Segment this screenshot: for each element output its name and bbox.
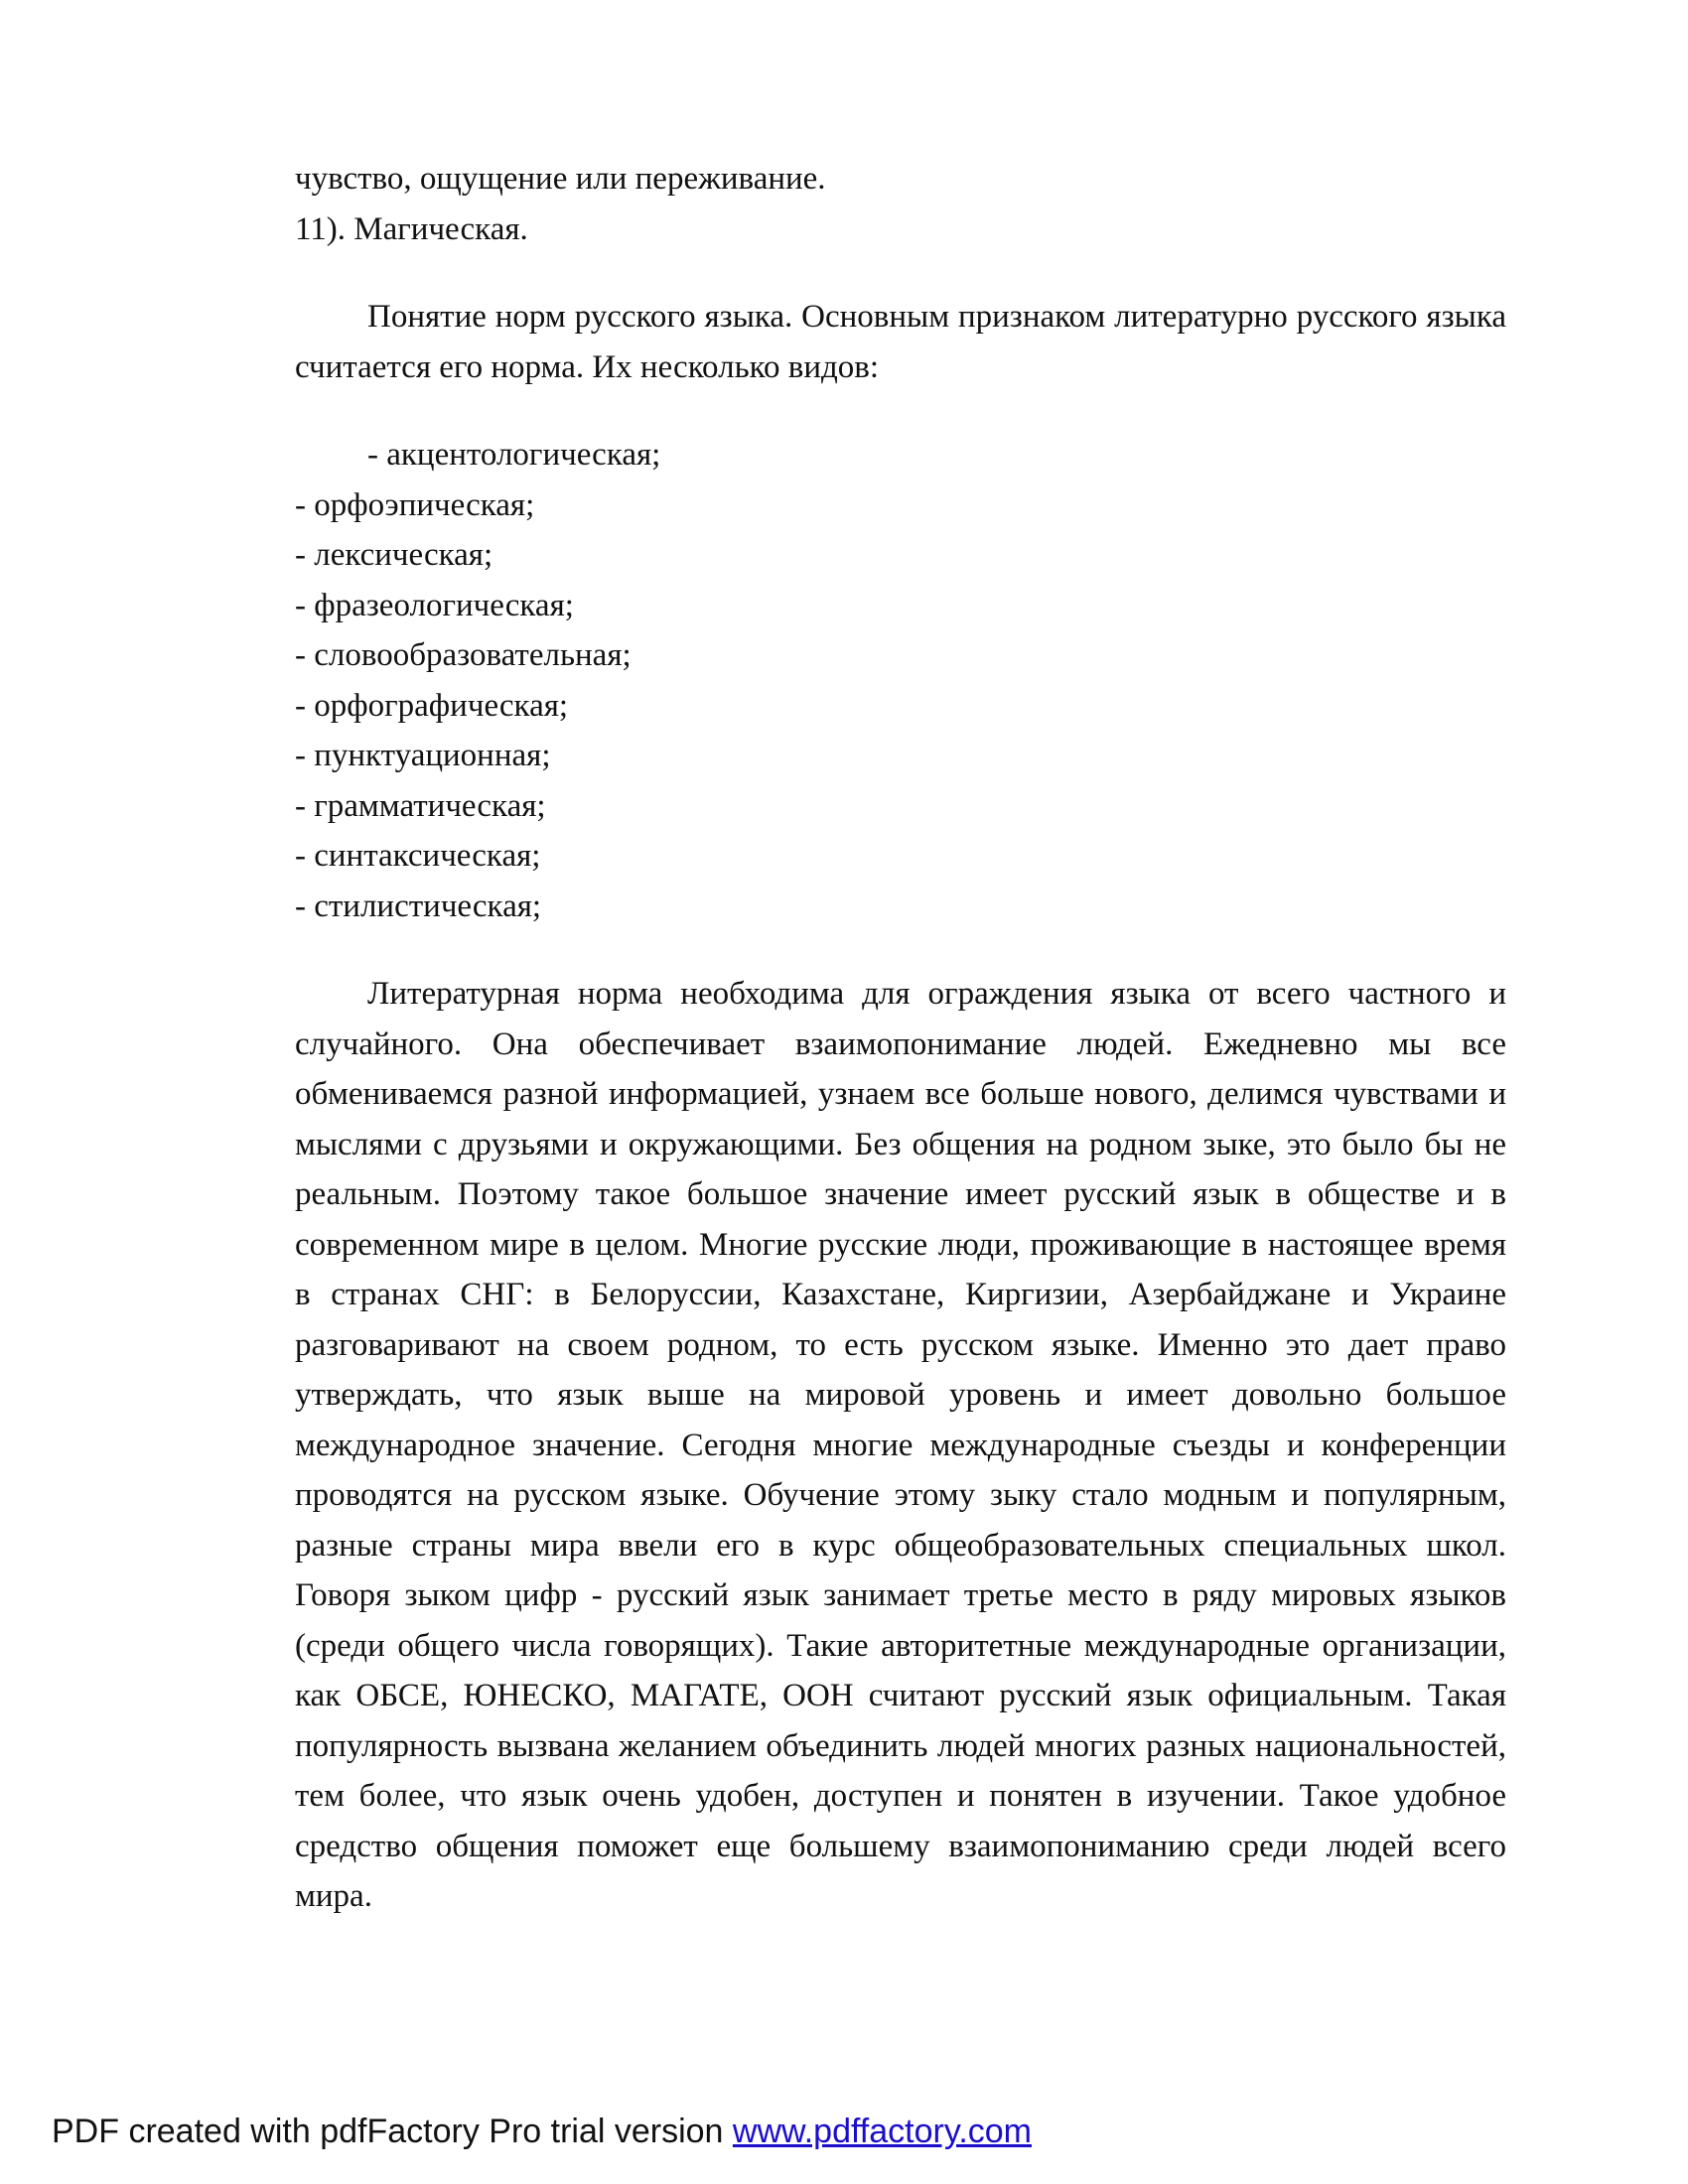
norms-list-item: - акцентологическая; [367,437,661,473]
footer-link[interactable]: www.pdffactory.com [732,2113,1032,2150]
footer-text: PDF created with pdfFactory Pro trial version [52,2113,733,2150]
paragraph-spacer [295,392,1506,430]
document-body [295,154,1506,1922]
list-item-magical: 11). Магическая. [295,210,528,247]
norms-intro-paragraph: Понятие норм русского языка. Основным признаком литературно русского языка считается его норма. Их несколько видов: [295,299,1506,385]
norms-list-item: - синтаксическая; [295,838,541,874]
norms-list-item: - стилистическая; [295,887,542,924]
norms-list-item: - пунктуационная; [295,738,551,773]
norms-list-item: - орфоэпическая; [295,486,535,523]
paragraph-spacer [295,254,1506,292]
paragraph-spacer [295,931,1506,969]
norms-list-item: - орфографическая; [295,687,569,724]
norms-list-item: - фразеологическая; [295,587,574,623]
pdf-footer [52,2113,1032,2151]
text-line: чувство, ощущение или переживание. [295,161,826,197]
main-paragraph: Литературная норма необходима для ограждения языка от всего частного и случайного. Она обеспечивает взаимопонимание людей. Ежедневно мы все обмениваемся разной информацией, узнаем все больше нового, делимся чувствами и мыслями с друзьями и окружающими. Без общения на родном зыке, это было бы не реальным. Поэтому такое большое значение имеет русский язык в обществе и в современном мире в целом. Многие русские люди, проживающие в настоящее время в странах СНГ: в Белоруссии, Казахстане, Киргизии, Азербайджане и Украине разговаривают на своем родном, то есть русском языке. Именно это дает право утверждать, что язык выше на мировой уровень и имеет довольно большое международное значение. Сегодня многие международные съезды и конференции проводятся на русском языке. Обучение этому зыку стало модным и популярным, разные страны мира ввели его в курс общеобразовательных специальных школ. Говоря зыком цифр - русский язык занимает третье место в ряду мировых языков (среди общего числа говорящих). Такие авторитетные международные организации, как ОБСЕ, ЮНЕСКО, МАГАТЕ, ООН считают русский язык официальным. Такая популярность вызвана желанием объединить людей многих разных национальностей, тем более, что язык очень удобен, доступен и понятен в изучении. Такое удобное средство общения поможет еще большему взаимопониманию среди людей всего мира. [295,976,1506,1914]
norms-list-item: - словообразовательная; [295,637,632,673]
norms-list [295,430,1506,931]
norms-list-item: - грамматическая; [295,787,546,824]
norms-list-item: - лексическая; [295,537,493,573]
